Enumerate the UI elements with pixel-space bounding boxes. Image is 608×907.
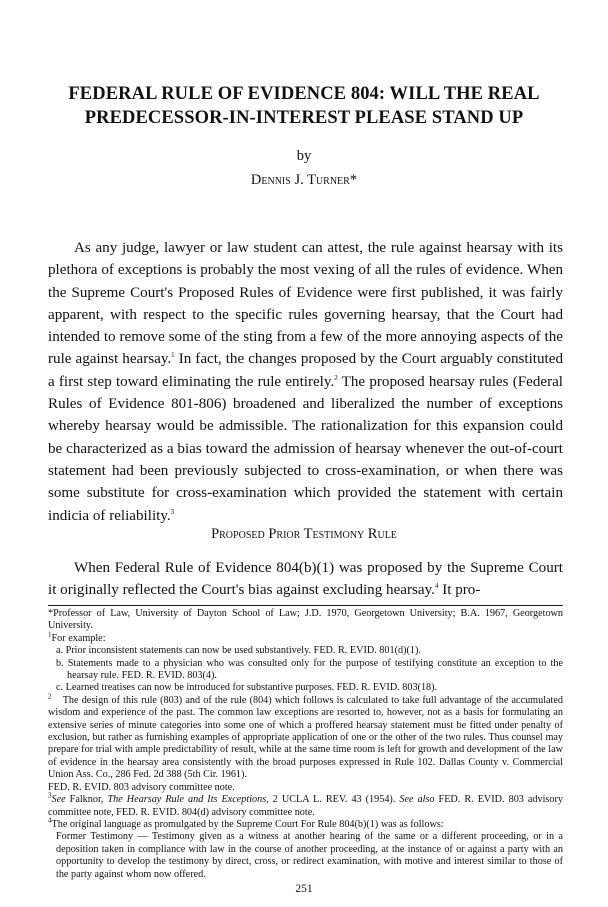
footnote-1-item-b: b. Statements made to a physician who was consulted only for the purpose of testifying constitute an exception to the hearsay rule. FED. R. EVID. 803(4).	[56, 657, 563, 682]
footnote-ref-4[interactable]: 4	[434, 582, 439, 591]
footnote-star: *Professor of Law, University of Dayton School of Law; J.D. 1970, Georgetown University; B.A. 1967, Georgetown University.	[48, 608, 563, 632]
footnote-3-tail: FED. R. EVID. 803 advisory committee note, FED. R. EVID. 804(d) advisory committee note.	[48, 794, 563, 818]
footnote-1-intro: For example:	[51, 632, 106, 644]
footnote-2-marker: 2	[48, 692, 52, 701]
title-line-1: FEDERAL RULE OF EVIDENCE 804: WILL THE REAL	[68, 84, 540, 104]
title-line-2: PREDECESSOR-IN-INTEREST PLEASE STAND UP	[84, 108, 524, 128]
para1-sentence-1: As any judge, lawyer or law student can attest, the rule against hearsay with its plethora of exceptions is probably the most vexing of all the rules of evidence. When the Supreme Court's Proposed Rules of Evidence were first published, it was fairly apparent, with respect to the specific rules governing hearsay, that the Court had intended to remove some of the sting from a few of the more annoying aspects of the rule against hearsay.	[48, 240, 563, 368]
para1-sentence-2: In fact, the changes proposed by the Court arguably constituted a first step toward eliminating the rule entirely.	[48, 351, 563, 390]
footnote-3-work: The Hearsay Rule and Its Exceptions	[107, 794, 267, 806]
footnote-ref-1[interactable]: 1	[171, 351, 175, 360]
footnote-3-author: Falknor,	[65, 794, 108, 806]
footnote-ref-3[interactable]: 3	[170, 507, 175, 516]
footnote-3	[48, 791, 563, 819]
footnote-2-text: The design of this rule (803) and of the rule (804) which follows is calculated to take full advantage of the accumulated wisdom and experience of the past. The common law exceptions are resorted to, however, not as a basis for formulating an extensive series of minute categories into some one of which a proffered hearsay statement must be fitted under penalty of exclusion, but rather as furnishing examples of appropriate application of one or the other of the two rules. Thus counsel may prepare for trial with ample predictability of result, while at the same time room is left for growth and development of the law of evidence in the hearsay area consistently with the broad purposes expressed in Rule 102. Dallas County v. Commercial Union Ass. Co., 286 Fed. 2d 388 (5th Cir. 1961).	[48, 694, 563, 781]
page-number: 251	[295, 883, 313, 895]
footnote-3-see-also: See also	[399, 794, 435, 806]
footnote-4-marker: 4	[48, 816, 52, 825]
footnote-4	[48, 816, 563, 831]
body-paragraph-2	[48, 557, 563, 602]
footnote-1-item-c: c. Learned treatises can now be introduced for substantive purposes. FED. R. EVID. 803(18).	[56, 682, 438, 694]
footnote-divider	[48, 605, 563, 606]
footnote-1-item-a: a. Prior inconsistent statements can now be used substantively. FED. R. EVID. 801(d)(1).	[56, 645, 421, 657]
footnote-4-intro: The original language as promulgated by the Supreme Court For Rule 804(b)(1) was as follows:	[51, 818, 444, 830]
footnote-1	[48, 630, 563, 645]
footnote-3-marker: 3	[48, 791, 52, 800]
para2-sentence-1: When Federal Rule of Evidence 804(b)(1) was proposed by the Supreme Court it originally reflected the Court's bias against excluding hearsay.	[48, 560, 563, 599]
footnotes	[48, 608, 563, 881]
para1-sentence-3: The proposed hearsay rules (Federal Rules of Evidence 801-806) broadened and liberalized the number of exceptions whereby hearsay would be admissible. The rationalization for this expansion could be characterized as a bias toward the admission of hearsay whenever the out-of-court statement had been previously subjected to cross-examination, or when there was some substitute for cross-examination which provided the statement with certain indicia of reliability.	[48, 373, 563, 524]
byline: by	[296, 148, 312, 164]
para2-sentence-2: It pro-	[438, 582, 481, 599]
footnote-2	[48, 692, 563, 782]
footnote-3-cite: , 2 UCLA L. REV. 43 (1954).	[266, 794, 400, 806]
footnote-2-cite: FED. R. EVID. 803 advisory committee note.	[48, 781, 235, 793]
article-title	[40, 82, 568, 130]
body-paragraph-1	[48, 237, 563, 527]
footnote-1-marker: 1	[48, 630, 52, 639]
section-heading: Proposed Prior Testimony Rule	[211, 526, 397, 542]
footnote-4-quote: Former Testimony — Testimony given as a witness at another hearing of the same or a different proceeding, or in a deposition taken in compliance with law in the course of another proceeding, at the instance of or against a party with an opportunity to develop the testimony by direct, cross, or redirect examination, with motive and interest similar to those of the party against whom now offered.	[56, 831, 563, 880]
footnote-ref-2[interactable]: 2	[334, 373, 338, 382]
footnote-3-signal: See	[51, 794, 66, 806]
author-name: Dennis J. Turner*	[250, 172, 358, 188]
